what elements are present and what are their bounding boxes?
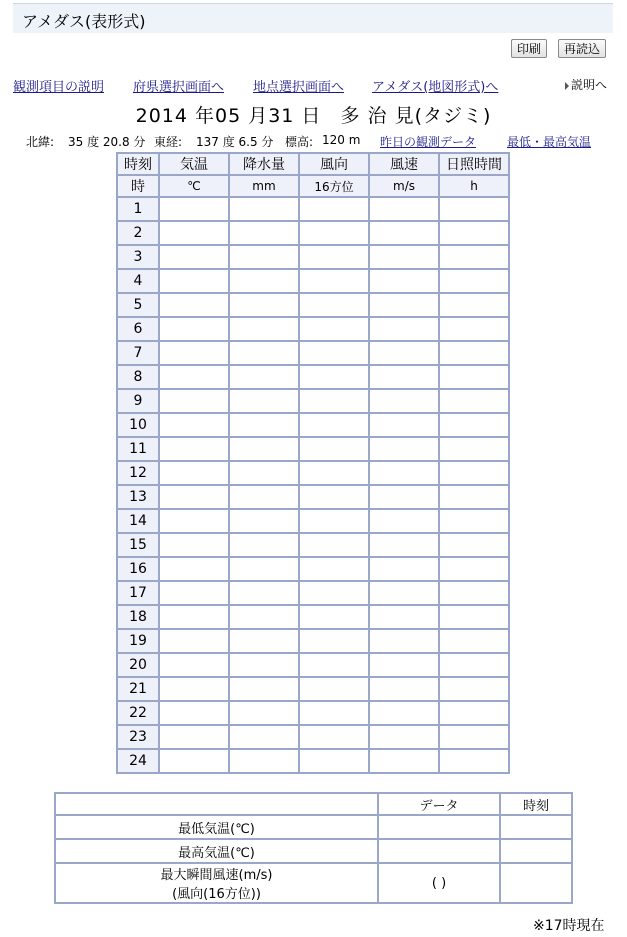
data-cell — [439, 485, 509, 509]
data-cell — [229, 677, 299, 701]
table-row — [117, 269, 509, 293]
hour-cell: 24 — [117, 749, 159, 773]
data-cell — [439, 293, 509, 317]
data-cell — [229, 557, 299, 581]
data-cell — [439, 269, 509, 293]
help-link-label: 説明へ — [571, 78, 608, 92]
unit-hours: h — [439, 175, 509, 197]
data-cell — [159, 725, 229, 749]
table-row — [117, 581, 509, 605]
data-cell — [439, 341, 509, 365]
table-row — [117, 749, 509, 773]
data-cell — [299, 221, 369, 245]
data-cell — [299, 653, 369, 677]
hour-cell: 17 — [117, 581, 159, 605]
table-row — [117, 293, 509, 317]
hour-cell: 13 — [117, 485, 159, 509]
data-cell — [369, 317, 439, 341]
data-cell — [369, 485, 439, 509]
hour-cell: 16 — [117, 557, 159, 581]
table-row — [117, 557, 509, 581]
data-cell — [229, 701, 299, 725]
unit-row — [117, 175, 509, 197]
data-cell — [369, 293, 439, 317]
hour-cell: 18 — [117, 605, 159, 629]
summary-label: 最低気温(℃) — [55, 815, 378, 839]
data-cell — [229, 365, 299, 389]
summary-data — [378, 815, 500, 839]
data-cell — [439, 701, 509, 725]
hour-cell: 12 — [117, 461, 159, 485]
unit-mps: m/s — [369, 175, 439, 197]
data-cell — [159, 413, 229, 437]
nav-link-prefecture-select[interactable]: 府県選択画面へ — [133, 80, 225, 95]
data-cell — [159, 701, 229, 725]
latitude-label: 北緯: — [26, 135, 55, 149]
hour-cell: 6 — [117, 317, 159, 341]
data-cell — [299, 605, 369, 629]
data-cell — [299, 317, 369, 341]
data-cell — [159, 653, 229, 677]
data-cell — [229, 293, 299, 317]
hour-cell: 5 — [117, 293, 159, 317]
data-cell — [159, 677, 229, 701]
data-cell — [299, 413, 369, 437]
summary-row-max-gust — [55, 863, 572, 903]
hour-cell: 8 — [117, 365, 159, 389]
data-cell — [229, 509, 299, 533]
table-row — [117, 485, 509, 509]
triangle-right-icon — [565, 82, 569, 90]
data-cell — [439, 437, 509, 461]
data-cell — [299, 533, 369, 557]
data-cell — [369, 557, 439, 581]
table-row — [117, 221, 509, 245]
summary-label — [55, 863, 378, 903]
data-cell — [299, 461, 369, 485]
summary-label-line1: 最大瞬間風速(m/s) — [160, 868, 273, 883]
nav-link-station-select[interactable]: 地点選択画面へ — [253, 80, 345, 95]
summary-table — [54, 792, 573, 904]
summary-data: ( ) — [378, 863, 500, 903]
data-cell — [159, 605, 229, 629]
data-cell — [439, 629, 509, 653]
header-precipitation: 降水量 — [229, 153, 299, 175]
data-cell — [299, 197, 369, 221]
data-cell — [369, 749, 439, 773]
unit-celsius: ℃ — [159, 175, 229, 197]
data-cell — [159, 293, 229, 317]
hour-cell: 9 — [117, 389, 159, 413]
header-wind-speed: 風速 — [369, 153, 439, 175]
data-cell — [369, 269, 439, 293]
data-cell — [229, 725, 299, 749]
data-cell — [369, 197, 439, 221]
table-row — [117, 605, 509, 629]
longitude-value: 137 度 6.5 分 — [196, 135, 274, 149]
data-cell — [299, 485, 369, 509]
data-cell — [439, 677, 509, 701]
nav-link-observation-items[interactable]: 観測項目の説明 — [13, 80, 105, 95]
data-cell — [229, 413, 299, 437]
summary-time — [500, 863, 572, 903]
data-cell — [369, 341, 439, 365]
data-cell — [159, 197, 229, 221]
data-cell — [369, 221, 439, 245]
data-cell — [229, 221, 299, 245]
data-cell — [439, 461, 509, 485]
summary-time — [500, 815, 572, 839]
table-row — [117, 701, 509, 725]
data-cell — [439, 725, 509, 749]
data-cell — [439, 581, 509, 605]
table-row — [117, 533, 509, 557]
data-cell — [299, 677, 369, 701]
help-link[interactable] — [565, 76, 607, 93]
data-cell — [229, 581, 299, 605]
data-cell — [439, 557, 509, 581]
hour-cell: 3 — [117, 245, 159, 269]
data-cell — [159, 485, 229, 509]
data-cell — [439, 509, 509, 533]
summary-header-data: データ — [378, 793, 500, 815]
hour-cell: 14 — [117, 509, 159, 533]
data-cell — [299, 437, 369, 461]
summary-header-blank — [55, 793, 378, 815]
data-cell — [229, 485, 299, 509]
hour-cell: 11 — [117, 437, 159, 461]
hour-cell: 2 — [117, 221, 159, 245]
unit-mm: mm — [229, 175, 299, 197]
hour-cell: 1 — [117, 197, 159, 221]
data-cell — [159, 389, 229, 413]
min-max-temp-link[interactable]: 最低・最高気温 — [507, 135, 592, 149]
table-row — [117, 197, 509, 221]
heading-date: 2014 年05 月31 日 — [135, 105, 322, 127]
data-cell — [229, 749, 299, 773]
title-bar — [13, 3, 613, 33]
data-cell — [299, 269, 369, 293]
table-row — [117, 677, 509, 701]
data-cell — [159, 341, 229, 365]
data-cell — [439, 197, 509, 221]
data-cell — [159, 245, 229, 269]
data-cell — [229, 437, 299, 461]
hour-cell: 23 — [117, 725, 159, 749]
table-row — [117, 365, 509, 389]
table-row — [117, 629, 509, 653]
data-cell — [369, 509, 439, 533]
data-cell — [229, 461, 299, 485]
table-row — [117, 653, 509, 677]
data-cell — [229, 197, 299, 221]
data-cell — [369, 677, 439, 701]
data-cell — [369, 533, 439, 557]
observation-table — [116, 152, 510, 774]
data-cell — [299, 725, 369, 749]
table-row — [117, 245, 509, 269]
data-cell — [299, 389, 369, 413]
nav-link-amedas-map[interactable]: アメダス(地図形式)へ — [372, 80, 499, 95]
print-button[interactable]: 印刷 — [511, 39, 547, 58]
summary-label: 最高気温(℃) — [55, 839, 378, 863]
yesterday-data-link[interactable]: 昨日の観測データ — [380, 135, 477, 149]
data-cell — [369, 653, 439, 677]
data-cell — [299, 749, 369, 773]
reload-button[interactable]: 再読込 — [558, 39, 606, 58]
hour-cell: 22 — [117, 701, 159, 725]
data-cell — [369, 701, 439, 725]
data-cell — [439, 653, 509, 677]
summary-data — [378, 839, 500, 863]
data-cell — [439, 365, 509, 389]
data-cell — [439, 749, 509, 773]
data-cell — [439, 221, 509, 245]
footnote: ※17時現在 — [533, 918, 605, 934]
data-cell — [299, 509, 369, 533]
summary-label-line2: (風向(16方位)) — [172, 887, 261, 902]
data-cell — [159, 437, 229, 461]
table-row — [117, 509, 509, 533]
data-cell — [299, 341, 369, 365]
data-cell — [439, 317, 509, 341]
data-cell — [369, 413, 439, 437]
data-cell — [229, 605, 299, 629]
data-cell — [439, 605, 509, 629]
data-cell — [299, 293, 369, 317]
hour-cell: 15 — [117, 533, 159, 557]
data-cell — [369, 629, 439, 653]
header-row — [117, 153, 509, 175]
altitude-value: 120 m — [322, 133, 361, 147]
data-cell — [229, 245, 299, 269]
data-cell — [299, 365, 369, 389]
table-row — [117, 437, 509, 461]
data-cell — [159, 269, 229, 293]
data-cell — [299, 557, 369, 581]
data-cell — [229, 317, 299, 341]
summary-row-min-temp — [55, 815, 572, 839]
summary-header-row — [55, 793, 572, 815]
data-cell — [369, 245, 439, 269]
data-cell — [159, 461, 229, 485]
data-cell — [369, 725, 439, 749]
data-cell — [299, 245, 369, 269]
heading-station: 多 治 見(タジミ) — [340, 105, 492, 127]
header-sunshine: 日照時間 — [439, 153, 509, 175]
data-cell — [439, 389, 509, 413]
data-cell — [159, 557, 229, 581]
hour-cell: 19 — [117, 629, 159, 653]
data-cell — [159, 533, 229, 557]
table-row — [117, 389, 509, 413]
hour-cell: 4 — [117, 269, 159, 293]
table-row — [117, 413, 509, 437]
summary-time — [500, 839, 572, 863]
data-cell — [229, 341, 299, 365]
page-title: アメダス(表形式) — [22, 12, 146, 31]
hour-cell: 20 — [117, 653, 159, 677]
unit-16-directions: 16方位 — [299, 175, 369, 197]
data-cell — [369, 581, 439, 605]
data-cell — [229, 389, 299, 413]
summary-header-time: 時刻 — [500, 793, 572, 815]
data-cell — [439, 413, 509, 437]
hour-cell: 21 — [117, 677, 159, 701]
table-row — [117, 461, 509, 485]
table-row — [117, 317, 509, 341]
data-cell — [159, 581, 229, 605]
data-cell — [159, 749, 229, 773]
table-row — [117, 341, 509, 365]
data-cell — [159, 509, 229, 533]
data-cell — [229, 653, 299, 677]
data-cell — [159, 365, 229, 389]
header-temperature: 気温 — [159, 153, 229, 175]
hour-cell: 10 — [117, 413, 159, 437]
data-cell — [439, 245, 509, 269]
data-cell — [229, 629, 299, 653]
data-cell — [299, 581, 369, 605]
data-cell — [369, 389, 439, 413]
data-cell — [369, 437, 439, 461]
hour-cell: 7 — [117, 341, 159, 365]
page-heading — [0, 101, 627, 128]
data-cell — [369, 605, 439, 629]
altitude-label: 標高: — [285, 135, 314, 149]
data-cell — [299, 629, 369, 653]
header-time: 時刻 — [117, 153, 159, 175]
latitude-value: 35 度 20.8 分 — [68, 135, 146, 149]
data-cell — [159, 317, 229, 341]
data-cell — [229, 269, 299, 293]
data-cell — [369, 365, 439, 389]
longitude-label: 東経: — [154, 135, 183, 149]
table-row — [117, 725, 509, 749]
unit-hour: 時 — [117, 175, 159, 197]
summary-row-max-temp — [55, 839, 572, 863]
data-cell — [159, 221, 229, 245]
data-cell — [299, 701, 369, 725]
data-cell — [159, 629, 229, 653]
data-cell — [439, 533, 509, 557]
header-wind-direction: 風向 — [299, 153, 369, 175]
data-cell — [369, 461, 439, 485]
data-cell — [229, 533, 299, 557]
